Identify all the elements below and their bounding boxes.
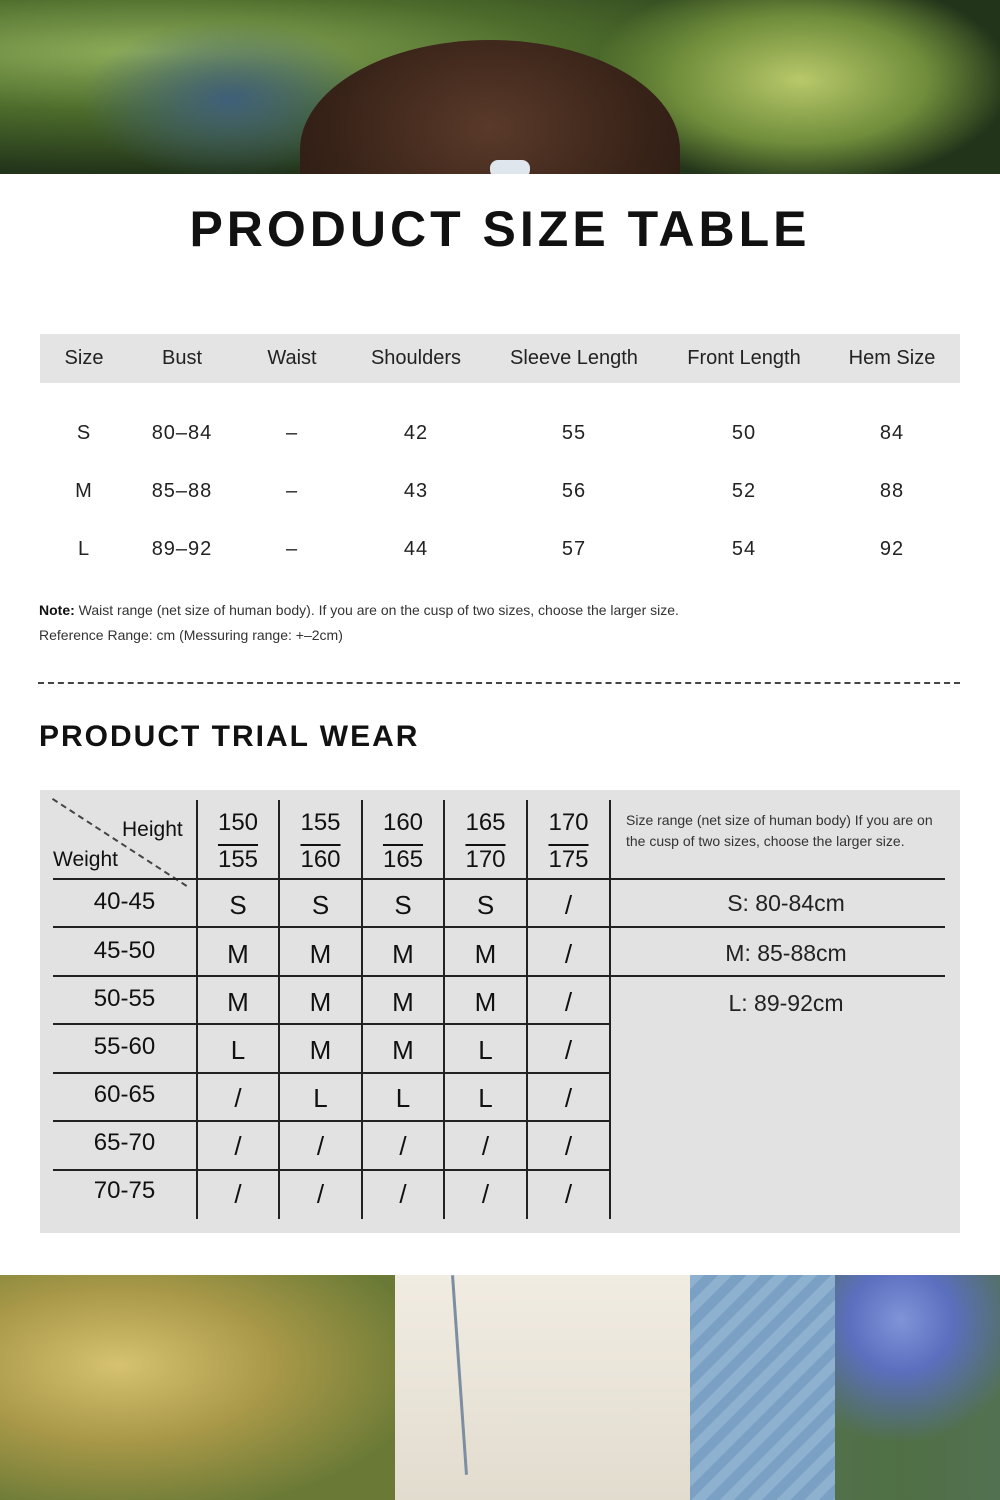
size-cell: /	[234, 1131, 242, 1161]
header-sleeve-length: Sleeve Length	[484, 334, 664, 383]
size-table-header	[40, 334, 960, 383]
height-range-header	[197, 804, 279, 878]
size-cell: L	[313, 1083, 328, 1113]
top-product-photo	[0, 0, 1000, 174]
height-to: 175	[548, 846, 589, 873]
photo-background	[0, 1275, 395, 1500]
size-cell: /	[564, 890, 573, 920]
grid-line	[53, 878, 945, 880]
cell-hem-size: 84	[879, 421, 905, 444]
size-cell: M	[392, 987, 414, 1017]
cell-front-length: 54	[731, 537, 757, 560]
size-cell: /	[564, 1131, 573, 1161]
cell-shoulders: 44	[403, 537, 429, 560]
size-cell: M	[227, 987, 249, 1017]
grid-line	[53, 1072, 610, 1074]
cell-hem-size: 92	[879, 537, 905, 560]
weight-range: 55-60	[93, 1033, 156, 1060]
table-row	[40, 404, 960, 462]
height-range-header	[444, 804, 527, 878]
size-range-s: S: 80-84cm	[727, 890, 845, 916]
size-cell: S	[229, 890, 247, 920]
height-to: 170	[465, 846, 506, 873]
cell-bust: 85–88	[151, 479, 213, 502]
size-note	[39, 598, 679, 648]
size-range-m: M: 85-88cm	[725, 940, 847, 966]
size-cell: S	[311, 890, 330, 920]
grid-line	[53, 926, 945, 928]
trial-wear-title: PRODUCT TRIAL WEAR	[39, 720, 420, 753]
note-text: Waist range (net size of human body). If you are on the cusp of two sizes, choose the larger size.	[74, 602, 679, 618]
height-axis-label: Height	[122, 818, 183, 841]
size-cell: M	[309, 939, 332, 969]
size-cell: M	[474, 987, 497, 1017]
dashed-divider	[38, 682, 960, 684]
height-to: 160	[300, 846, 341, 873]
cell-bust: 89–92	[151, 537, 213, 560]
cell-size: M	[75, 479, 93, 502]
height-from: 150	[217, 809, 259, 836]
weight-range: 60-65	[93, 1081, 156, 1108]
cell-front-length: 50	[731, 421, 757, 444]
cell-sleeve-length: 56	[561, 479, 587, 502]
weight-range: 65-70	[93, 1129, 156, 1156]
grid-line	[53, 975, 945, 977]
height-range-header	[279, 804, 362, 878]
hydrangea-flowers	[835, 1275, 1000, 1500]
size-cell: /	[564, 1083, 573, 1113]
header-waist: Waist	[236, 334, 348, 383]
cell-shoulders: 42	[403, 421, 429, 444]
grid-line	[53, 1120, 610, 1122]
size-cell: /	[481, 1131, 490, 1161]
page-title: PRODUCT SIZE TABLE	[189, 201, 811, 257]
cell-bust: 80–84	[151, 421, 213, 444]
size-cell: /	[564, 987, 573, 1017]
cell-shoulders: 43	[403, 479, 429, 502]
size-range-l: L: 89-92cm	[728, 990, 844, 1016]
size-cell: /	[399, 1179, 407, 1209]
header-hem-size: Hem Size	[824, 334, 960, 383]
grid-line	[53, 1169, 610, 1171]
table-row	[40, 520, 960, 578]
size-cell: /	[234, 1083, 242, 1113]
height-from: 155	[300, 809, 341, 836]
weight-axis-label: Weight	[53, 848, 118, 871]
header-bust: Bust	[128, 334, 236, 383]
size-cell: /	[316, 1179, 325, 1209]
size-cell: /	[564, 1179, 573, 1209]
height-to: 155	[217, 846, 259, 873]
header-front-length: Front Length	[664, 334, 824, 383]
size-cell: /	[564, 939, 573, 969]
weight-range: 50-55	[93, 985, 156, 1012]
height-from: 160	[382, 809, 424, 836]
cell-waist: –	[285, 479, 299, 502]
height-from: 165	[465, 809, 506, 836]
cell-waist: –	[285, 421, 299, 444]
height-range-header	[362, 804, 444, 878]
size-cell: L	[478, 1083, 493, 1113]
height-to: 165	[382, 846, 424, 873]
cell-sleeve-length: 55	[561, 421, 587, 444]
note-label: Note:	[39, 602, 75, 618]
cell-size: L	[77, 537, 91, 560]
size-cell: /	[234, 1179, 242, 1209]
size-cell: S	[476, 890, 495, 920]
knit-sleeve	[690, 1275, 835, 1500]
grid-line	[53, 1023, 610, 1025]
size-cell: M	[309, 1035, 332, 1065]
size-cell: /	[481, 1179, 490, 1209]
height-range-header	[527, 804, 610, 878]
weight-range: 40-45	[93, 888, 156, 915]
size-cell: L	[395, 1083, 411, 1113]
size-cell: M	[392, 939, 414, 969]
cell-hem-size: 88	[879, 479, 905, 502]
size-cell: S	[394, 890, 412, 920]
header-size: Size	[40, 334, 128, 383]
table-row	[40, 462, 960, 520]
size-cell: /	[399, 1131, 407, 1161]
cell-front-length: 52	[731, 479, 757, 502]
size-cell: M	[392, 1035, 414, 1065]
size-cell: /	[564, 1035, 573, 1065]
bottom-product-photo	[0, 1275, 1000, 1500]
hair-clip	[490, 160, 530, 174]
note-line	[39, 598, 679, 623]
trial-size-note: Size range (net size of human body) If you are on the cusp of two sizes, choose the larger size.	[626, 812, 933, 849]
size-cell: L	[478, 1035, 493, 1065]
reference-range: Reference Range: cm (Messuring range: +–2cm)	[39, 627, 343, 643]
size-cell: /	[316, 1131, 325, 1161]
size-cell: M	[227, 939, 249, 969]
size-table	[40, 334, 960, 578]
size-cell: M	[474, 939, 497, 969]
cell-sleeve-length: 57	[561, 537, 587, 560]
weight-range: 45-50	[93, 937, 156, 964]
size-cell: M	[309, 987, 332, 1017]
weight-range: 70-75	[93, 1177, 156, 1204]
cell-size: S	[76, 421, 92, 444]
height-from: 170	[548, 809, 589, 836]
size-cell: L	[230, 1035, 246, 1065]
header-shoulders: Shoulders	[348, 334, 484, 383]
cell-waist: –	[285, 537, 299, 560]
